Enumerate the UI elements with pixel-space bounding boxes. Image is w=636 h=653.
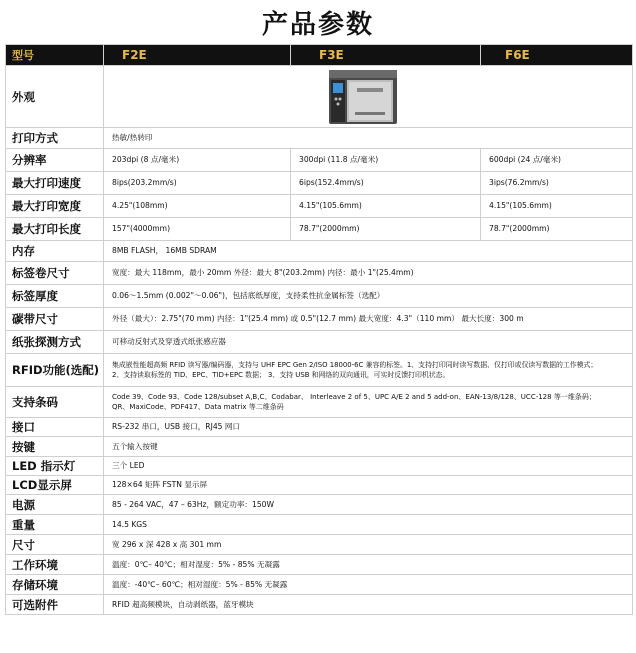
value-max-speed-f3e: 6ips(152.4mm/s) bbox=[291, 172, 481, 195]
row-max-width bbox=[6, 195, 633, 218]
header-f2e: F2E bbox=[104, 45, 291, 66]
value-print-method: 热敏/热转印 bbox=[104, 128, 633, 149]
header-row bbox=[6, 45, 633, 66]
printer-image bbox=[327, 68, 399, 126]
value-power: 85 - 264 VAC，47 – 63Hz，额定功率：150W bbox=[104, 495, 633, 515]
row-power bbox=[6, 495, 633, 515]
value-max-speed-f2e: 8ips(203.2mm/s) bbox=[104, 172, 291, 195]
value-paper-sensor: 可移动反射式及穿透式纸张感应器 bbox=[104, 331, 633, 354]
appearance-cell bbox=[104, 66, 633, 128]
value-max-width-f6e: 4.15"(105.6mm) bbox=[481, 195, 633, 218]
value-weight: 14.5 KGS bbox=[104, 515, 633, 535]
label-resolution: 分辨率 bbox=[6, 149, 104, 172]
label-rfid: RFID功能(选配) bbox=[6, 354, 104, 387]
spec-table bbox=[5, 44, 633, 615]
label-memory: 内存 bbox=[6, 241, 104, 262]
label-paper-sensor: 纸张探测方式 bbox=[6, 331, 104, 354]
label-work-env: 工作环境 bbox=[6, 555, 104, 575]
row-work-env bbox=[6, 555, 633, 575]
value-rfid-line1: 集成嵌性能超高频 RFID 读写器/编码器，支持与 UHF EPC Gen 2/ISO 18000-6C 兼容的标签。1、支持打印同时读写数据、仅打印或仅读写数据的工作模式； bbox=[112, 360, 598, 369]
value-rfid bbox=[104, 354, 633, 387]
label-max-width: 最大打印宽度 bbox=[6, 195, 104, 218]
label-max-speed: 最大打印速度 bbox=[6, 172, 104, 195]
row-print-method bbox=[6, 128, 633, 149]
header-f3e: F3E bbox=[291, 45, 481, 66]
row-interface bbox=[6, 418, 633, 437]
value-accessories: RFID 超高频模块，自动剥纸器，蓝牙模块 bbox=[104, 595, 633, 615]
row-size bbox=[6, 535, 633, 555]
page-title: 产品参数 bbox=[261, 9, 374, 40]
value-resolution-f3e: 300dpi (11.8 点/毫米) bbox=[291, 149, 481, 172]
header-model: 型号 bbox=[6, 45, 104, 66]
value-rfid-line2: 2、支持读取标签的 TID、EPC、TID+EPC 数据； 3、支持 USB 和网络的双向通讯，可实时反馈打印机状态。 bbox=[112, 371, 450, 379]
label-size: 尺寸 bbox=[6, 535, 104, 555]
label-label-roll: 标签卷尺寸 bbox=[6, 262, 104, 285]
label-power: 电源 bbox=[6, 495, 104, 515]
value-memory: 8MB FLASH， 16MB SDRAM bbox=[104, 241, 633, 262]
value-size: 宽 296 x 深 428 x 高 301 mm bbox=[104, 535, 633, 555]
row-max-speed bbox=[6, 172, 633, 195]
row-memory bbox=[6, 241, 633, 262]
row-resolution bbox=[6, 149, 633, 172]
label-interface: 接口 bbox=[6, 418, 104, 437]
label-print-method: 打印方式 bbox=[6, 128, 104, 149]
row-paper-sensor bbox=[6, 331, 633, 354]
value-label-thickness: 0.06～1.5mm (0.002"～0.06")，包括底纸厚度，支持柔性抗金属标签（选配） bbox=[104, 285, 633, 308]
value-max-length-f3e: 78.7"(2000mm) bbox=[291, 218, 481, 241]
label-label-thickness: 标签厚度 bbox=[6, 285, 104, 308]
row-rfid bbox=[6, 354, 633, 387]
value-max-width-f2e: 4.25"(108mm) bbox=[104, 195, 291, 218]
value-barcodes-line1: Code 39、Code 93、Code 128/subset A,B,C、Codabar、 Interleave 2 of 5、UPC A/E 2 and 5 add-on、EAN-13/8/128、UCC-128 等一维条码； bbox=[112, 392, 596, 401]
value-ribbon: 外径（最大）：2.75"(70 mm) 内径：1"(25.4 mm) 或 0.5"(12.7 mm) 最大宽度：4.3"（110 mm） 最大长度：300 m bbox=[104, 308, 633, 331]
label-appearance: 外观 bbox=[6, 66, 104, 128]
value-max-length-f6e: 78.7"(2000mm) bbox=[481, 218, 633, 241]
value-resolution-f2e: 203dpi (8 点/毫米) bbox=[104, 149, 291, 172]
value-storage-env: 温度：-40℃– 60℃；相对湿度：5% - 85% 无凝露 bbox=[104, 575, 633, 595]
row-barcodes bbox=[6, 387, 633, 418]
value-resolution-f6e: 600dpi (24 点/毫米) bbox=[481, 149, 633, 172]
label-weight: 重量 bbox=[6, 515, 104, 535]
label-accessories: 可选附件 bbox=[6, 595, 104, 615]
label-lcd: LCD显示屏 bbox=[6, 476, 104, 495]
value-max-length-f2e: 157"(4000mm) bbox=[104, 218, 291, 241]
row-label-roll bbox=[6, 262, 633, 285]
row-ribbon bbox=[6, 308, 633, 331]
value-led: 三个 LED bbox=[104, 457, 633, 476]
value-interface: RS-232 串口，USB 接口，RJ45 网口 bbox=[104, 418, 633, 437]
value-keys: 五个输入按键 bbox=[104, 437, 633, 457]
row-keys bbox=[6, 437, 633, 457]
label-keys: 按键 bbox=[6, 437, 104, 457]
row-label-thickness bbox=[6, 285, 633, 308]
row-weight bbox=[6, 515, 633, 535]
label-barcodes: 支持条码 bbox=[6, 387, 104, 418]
row-led bbox=[6, 457, 633, 476]
value-label-roll: 宽度：最大 118mm，最小 20mm 外径：最大 8"(203.2mm) 内径：最小 1"(25.4mm) bbox=[104, 262, 633, 285]
value-barcodes-line2: QR、MaxiCode、PDF417、Data matrix 等二维条码 bbox=[112, 403, 284, 411]
value-work-env: 温度：0℃– 40℃；相对湿度：5% - 85% 无凝露 bbox=[104, 555, 633, 575]
row-appearance bbox=[6, 66, 633, 128]
label-ribbon: 碳带尺寸 bbox=[6, 308, 104, 331]
row-max-length bbox=[6, 218, 633, 241]
label-storage-env: 存储环境 bbox=[6, 575, 104, 595]
row-storage-env bbox=[6, 575, 633, 595]
value-max-speed-f6e: 3ips(76.2mm/s) bbox=[481, 172, 633, 195]
row-accessories bbox=[6, 595, 633, 615]
value-max-width-f3e: 4.15"(105.6mm) bbox=[291, 195, 481, 218]
label-max-length: 最大打印长度 bbox=[6, 218, 104, 241]
value-lcd: 128×64 矩阵 FSTN 显示屏 bbox=[104, 476, 633, 495]
label-led: LED 指示灯 bbox=[6, 457, 104, 476]
header-f6e: F6E bbox=[481, 45, 633, 66]
value-barcodes bbox=[104, 387, 633, 418]
row-lcd bbox=[6, 476, 633, 495]
